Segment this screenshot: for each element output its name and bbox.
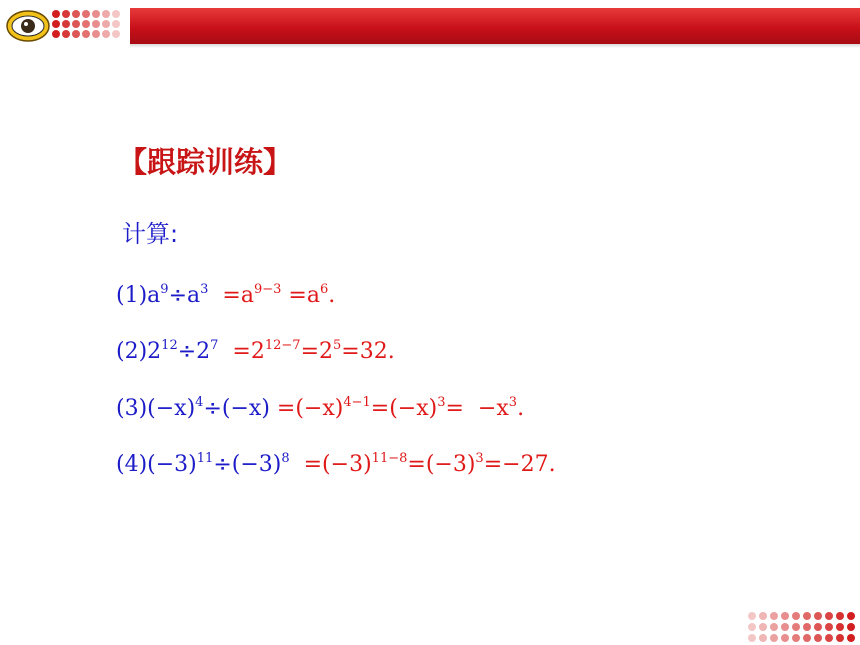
exercise-answer xyxy=(208,283,335,308)
dot xyxy=(814,612,822,620)
dot xyxy=(748,623,756,631)
dot xyxy=(52,30,60,38)
dot xyxy=(792,634,800,642)
dot xyxy=(759,623,767,631)
dot xyxy=(72,30,80,38)
expression-text: a xyxy=(187,283,201,308)
dot xyxy=(825,612,833,620)
exponent: 3 xyxy=(200,282,209,297)
dot xyxy=(759,612,767,620)
dot xyxy=(62,10,70,18)
dot xyxy=(102,10,110,18)
expression-text: =a xyxy=(208,283,254,308)
dot xyxy=(792,623,800,631)
dot xyxy=(748,634,756,642)
dot xyxy=(781,634,789,642)
exponent: 3 xyxy=(475,451,484,466)
dot xyxy=(82,30,90,38)
dot xyxy=(102,20,110,28)
dot xyxy=(52,10,60,18)
expression-text: =2 xyxy=(300,339,334,364)
expression-text: =(−x) xyxy=(370,396,438,421)
division-sign: ÷ xyxy=(203,396,222,421)
expression-text: . xyxy=(328,283,336,308)
expression-text: (1)a xyxy=(116,283,161,308)
expression-text: =(−3) xyxy=(407,452,476,477)
exercise-row xyxy=(116,339,395,364)
exercise-answer xyxy=(270,396,524,421)
dot xyxy=(770,612,778,620)
expression-text: = −x xyxy=(445,396,509,421)
dot xyxy=(82,10,90,18)
exponent: 7 xyxy=(210,338,219,353)
exponent: 4 xyxy=(195,395,204,410)
expression-text: (4)(−3) xyxy=(116,452,197,477)
header-shadow xyxy=(130,44,860,48)
exponent: 12−7 xyxy=(264,338,301,353)
dot xyxy=(836,623,844,631)
expression-text: =a xyxy=(281,283,320,308)
expression-text: =2 xyxy=(218,339,265,364)
dot xyxy=(825,623,833,631)
exponent: 3 xyxy=(508,395,518,410)
dot xyxy=(792,612,800,620)
exponent: 5 xyxy=(333,338,342,353)
expression-text: (−3) xyxy=(231,452,282,477)
dot xyxy=(803,634,811,642)
dot xyxy=(847,623,855,631)
dot-pattern-icon xyxy=(52,10,122,42)
dot xyxy=(72,20,80,28)
eye-logo-icon xyxy=(6,8,50,44)
dot xyxy=(847,634,855,642)
dot xyxy=(112,20,120,28)
dot xyxy=(825,634,833,642)
expression-text: =(−3) xyxy=(289,452,372,477)
exponent: 12 xyxy=(161,338,178,353)
dot xyxy=(759,634,767,642)
exponent: 11 xyxy=(196,451,214,466)
exercise-question xyxy=(116,396,270,421)
dot xyxy=(814,623,822,631)
exercise-row xyxy=(116,283,335,308)
dot xyxy=(92,10,100,18)
instruction-text: 计算: xyxy=(122,220,179,248)
exercise-row xyxy=(116,452,556,477)
division-sign: ÷ xyxy=(177,339,197,364)
dot xyxy=(814,634,822,642)
exponent: 4−1 xyxy=(343,395,371,410)
expression-text: (−x) xyxy=(221,396,270,421)
header-bar xyxy=(130,8,860,44)
dot xyxy=(748,612,756,620)
division-sign: ÷ xyxy=(168,283,187,308)
dot xyxy=(781,623,789,631)
expression-text: . xyxy=(517,396,525,421)
dot xyxy=(62,30,70,38)
expression-text: =(−x) xyxy=(269,396,344,421)
dot xyxy=(781,612,789,620)
dot xyxy=(102,30,110,38)
dot xyxy=(82,20,90,28)
exercise-answer xyxy=(290,452,556,477)
exponent: 8 xyxy=(281,451,290,466)
dot xyxy=(72,10,80,18)
dot xyxy=(52,20,60,28)
expression-text: 2 xyxy=(196,339,211,364)
expression-text: =32. xyxy=(341,339,395,364)
division-sign: ÷ xyxy=(213,452,232,477)
exercise-row xyxy=(116,396,524,421)
dot-pattern-icon xyxy=(748,612,858,642)
exponent: 6 xyxy=(319,282,329,297)
dot xyxy=(836,634,844,642)
dot xyxy=(770,634,778,642)
exponent: 9 xyxy=(160,282,169,297)
dot xyxy=(847,612,855,620)
dot xyxy=(112,10,120,18)
dot xyxy=(92,20,100,28)
dot xyxy=(92,30,100,38)
dot xyxy=(770,623,778,631)
expression-text: (2)2 xyxy=(116,339,162,364)
exponent: 9−3 xyxy=(253,282,282,297)
dot xyxy=(112,30,120,38)
exponent: 11−8 xyxy=(371,451,408,466)
dot xyxy=(803,623,811,631)
exercise-question xyxy=(116,452,290,477)
exercise-answer xyxy=(218,339,394,364)
exercise-question xyxy=(116,339,218,364)
exercise-question xyxy=(116,283,208,308)
dot xyxy=(803,612,811,620)
section-heading: 【跟踪训练】 xyxy=(118,145,293,179)
expression-text: (3)(−x) xyxy=(116,396,196,421)
dot xyxy=(836,612,844,620)
exponent: 3 xyxy=(437,395,446,410)
expression-text: =−27. xyxy=(483,452,556,477)
dot xyxy=(62,20,70,28)
